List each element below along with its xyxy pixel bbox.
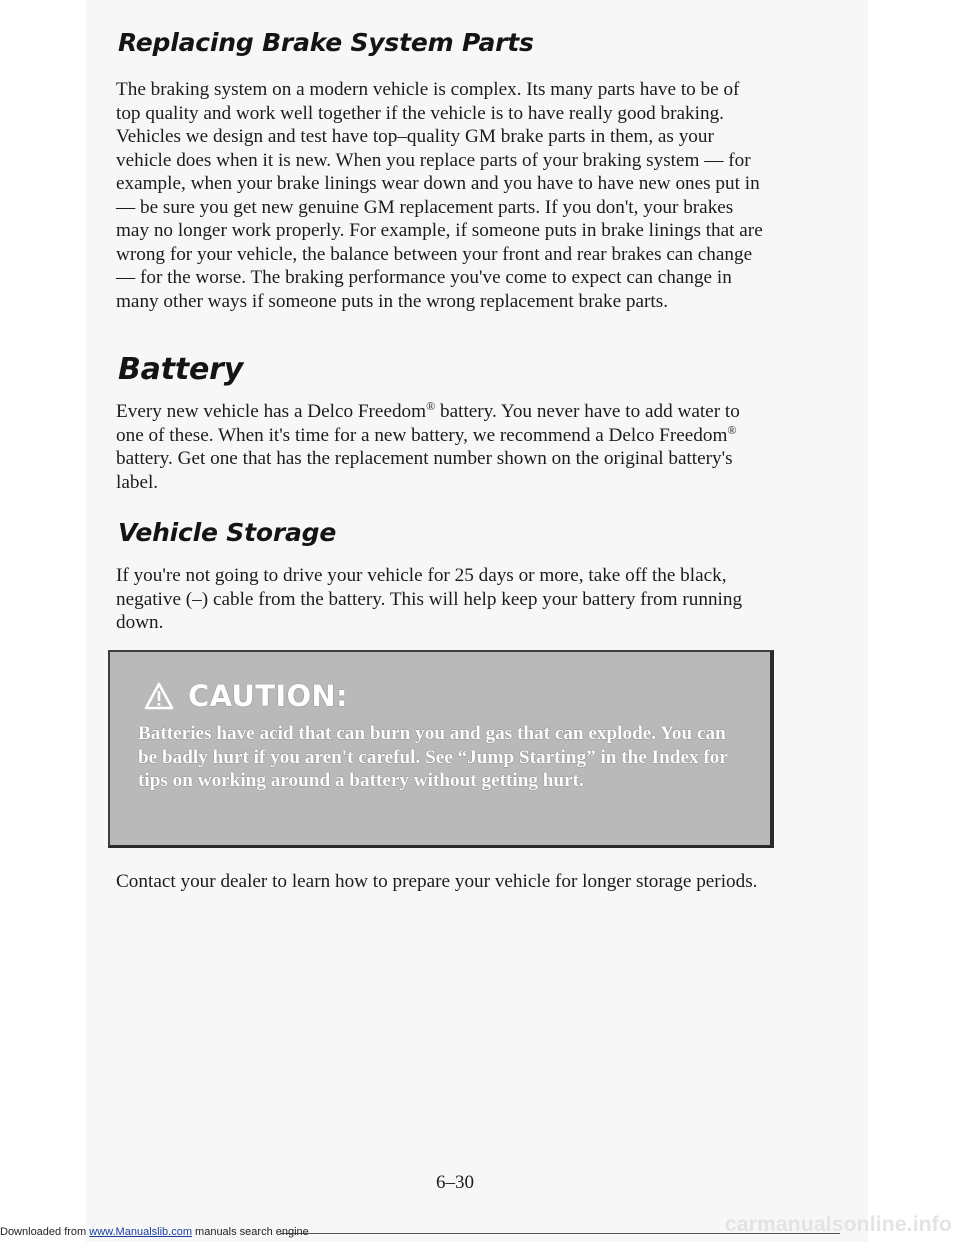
paragraph-brake-parts: The braking system on a modern vehicle is complex. Its many parts have to be of top quality and work well together if the vehicle is to have really good braking. Vehicles we design and test have top–quality GM brake parts in them, as your vehicle does when it is new. When you replace parts of your braking system — for example, when your brake linings wear down and you have to have new ones put in — be sure you get new genuine GM replacement parts. If you don't, your brakes may no longer work properly. For example, if someone puts in brake linings that are wrong for your vehicle, the balance between your front and rear brakes can change — for the worse. The braking performance you've come to expect can change in many other ways if someone puts in the wrong replacement brake parts. xyxy=(116,79,763,312)
battery-text-part-3: battery. Get one that has the replacement number shown on the original battery's label. xyxy=(116,448,733,493)
manualslib-link[interactable]: www.Manualslib.com xyxy=(89,1226,192,1238)
battery-text-part-1: Every new vehicle has a Delco Freedom xyxy=(116,401,427,422)
caution-header xyxy=(144,676,348,716)
paragraph-contact-dealer: Contact your dealer to learn how to prepare your vehicle for longer storage periods. xyxy=(116,871,758,892)
registered-mark: ® xyxy=(426,399,436,413)
battery-text-part-2: battery. You never have to add water to one of these. When it's time for a new battery, we recommend a Delco Freedom xyxy=(116,401,740,446)
warning-triangle-icon xyxy=(144,682,174,710)
download-prefix: Downloaded from xyxy=(0,1226,90,1238)
paragraph-vehicle-storage: If you're not going to drive your vehicle for 25 days or more, take off the black, negative (–) cable from the battery. This will help keep your battery from running down. xyxy=(116,565,743,633)
download-suffix: manuals search engine xyxy=(191,1226,309,1238)
section-title-vehicle-storage: Vehicle Storage xyxy=(118,518,337,547)
paragraph-battery xyxy=(116,400,766,494)
caution-title: CAUTION: xyxy=(188,679,348,713)
watermark: carmanualsonline.info xyxy=(724,1213,952,1236)
download-footer xyxy=(0,1226,309,1238)
caution-text: Batteries have acid that can burn you and gas that can explode. You can be badly hurt if you aren't careful. See “Jump Starting” in the Index for tips on working around a battery without getting hurt. xyxy=(138,723,728,791)
section-title-battery: Battery xyxy=(118,352,244,387)
caution-box xyxy=(108,650,774,848)
page-number: 6–30 xyxy=(436,1172,474,1193)
section-title-brake-parts: Replacing Brake System Parts xyxy=(118,28,534,57)
registered-mark: ® xyxy=(727,422,737,437)
